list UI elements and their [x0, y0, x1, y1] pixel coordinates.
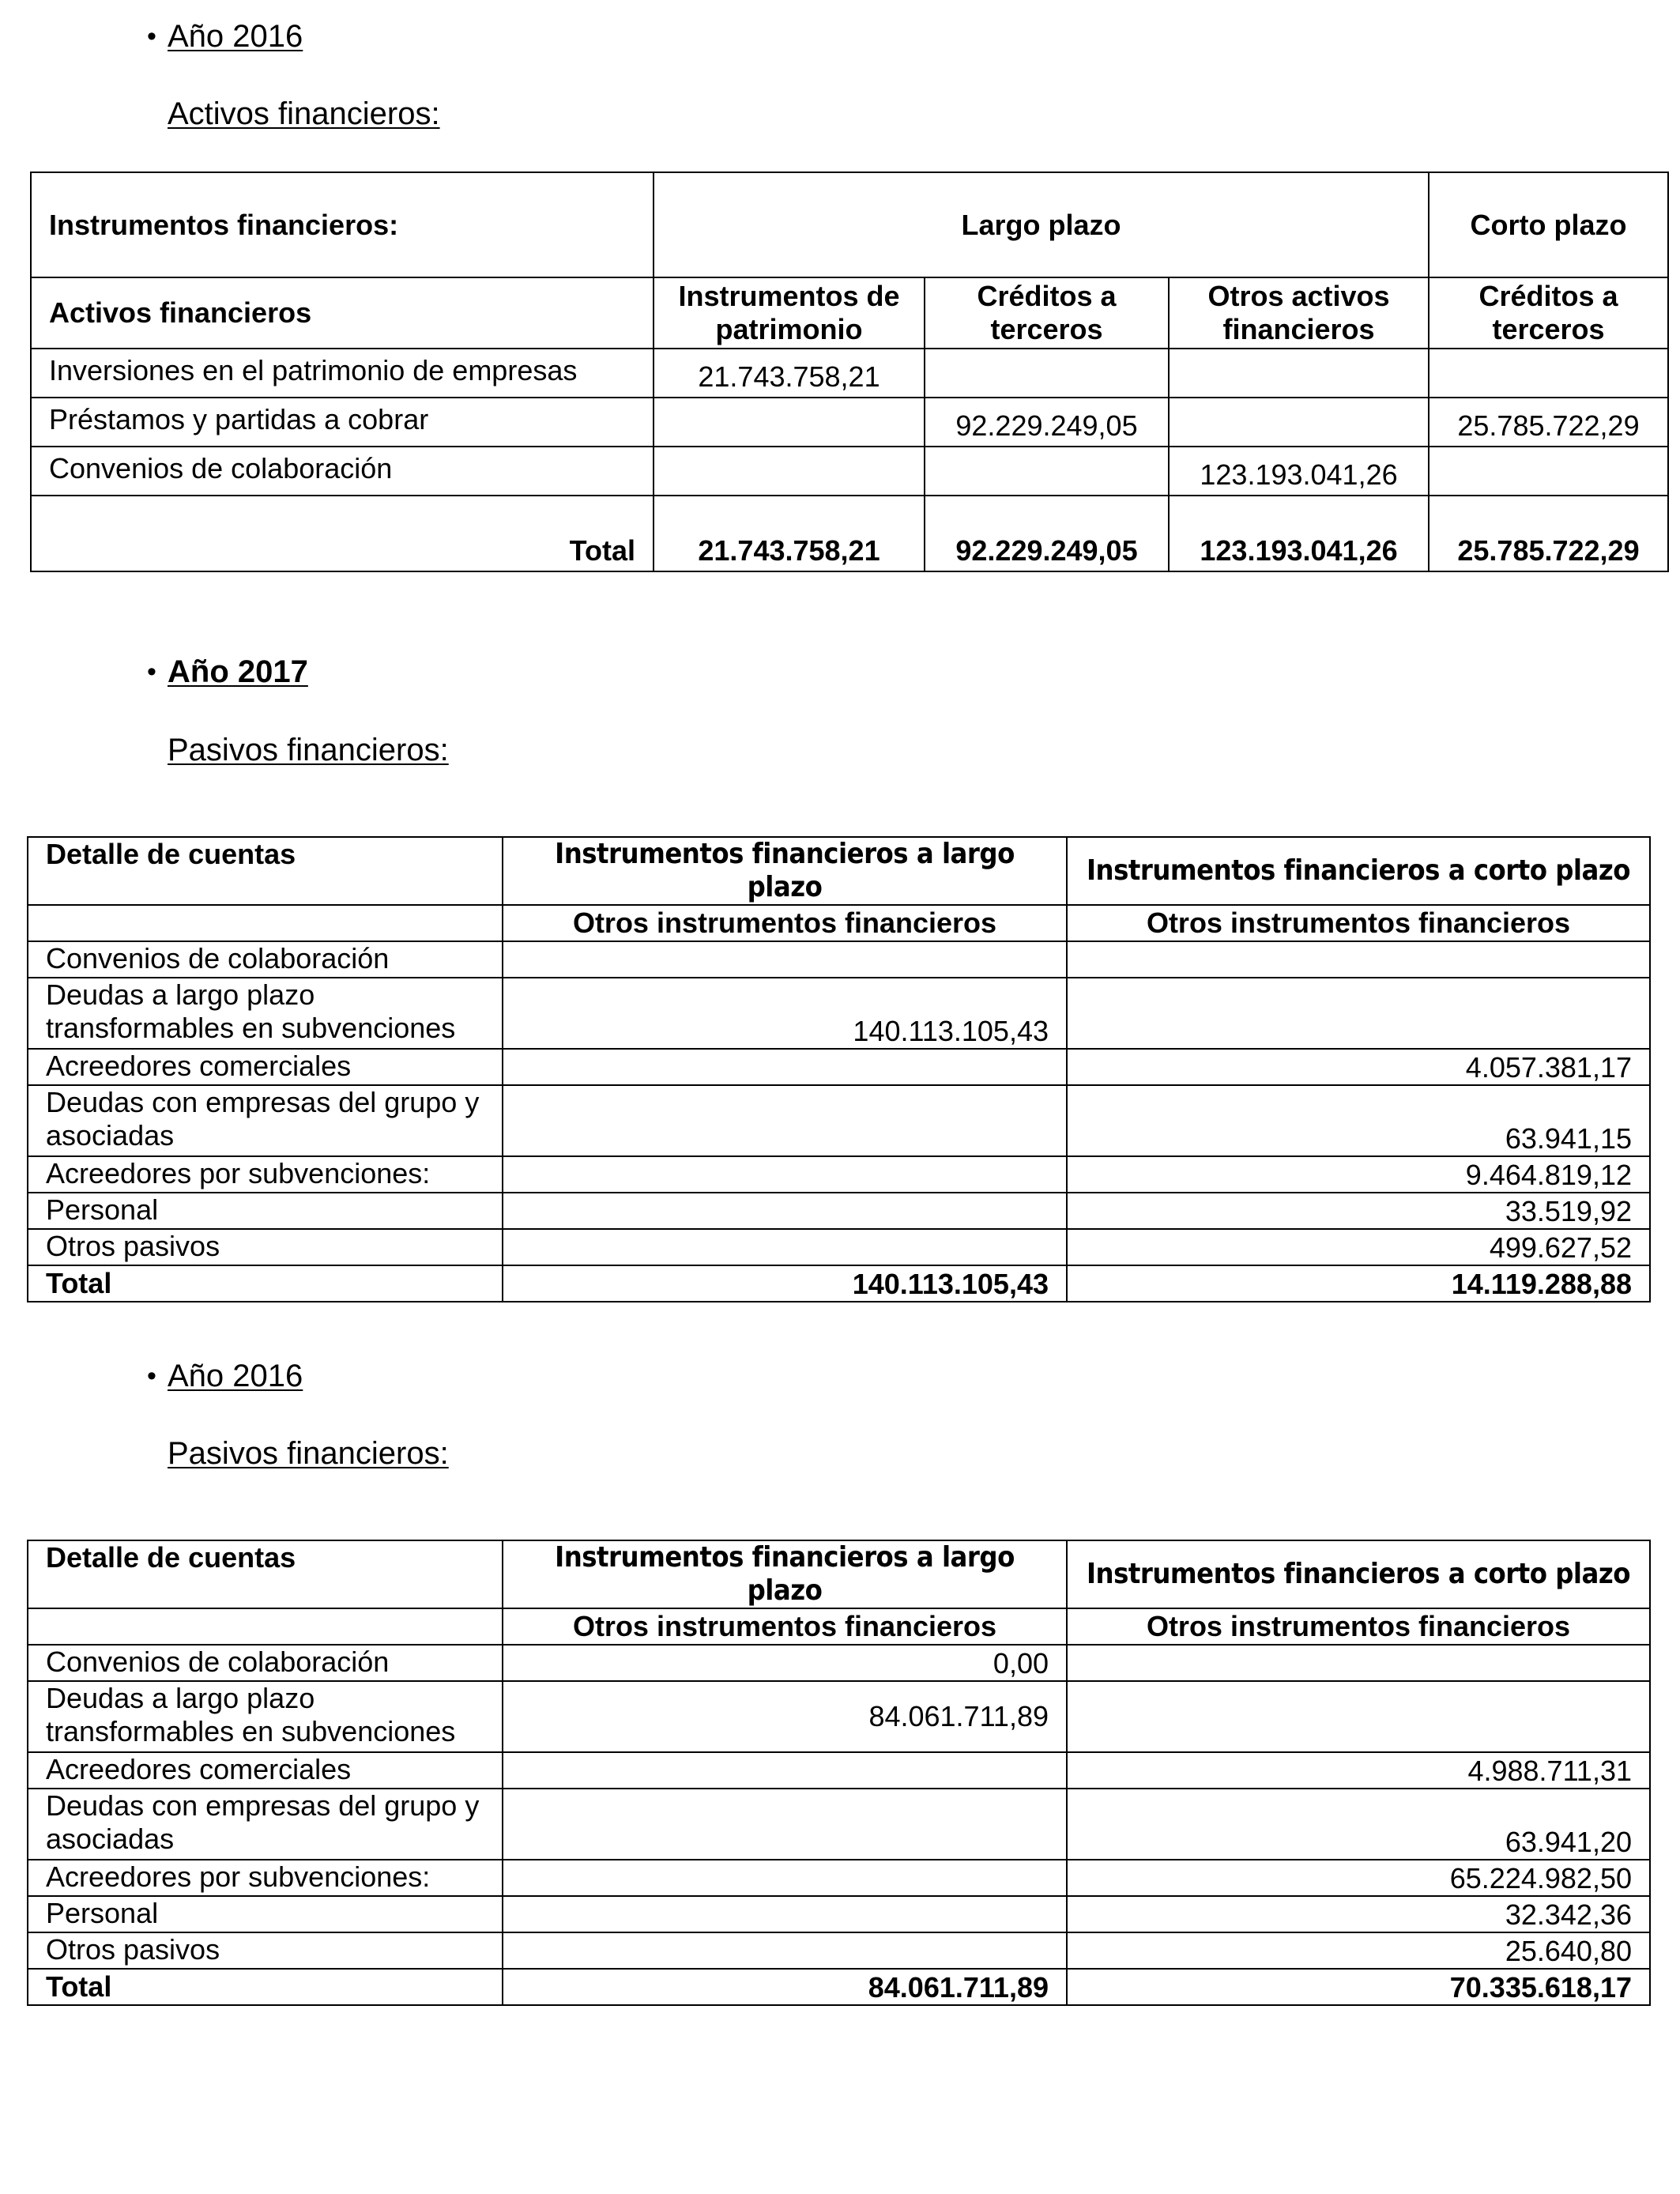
row-value-largo: 0,00: [503, 1645, 1067, 1681]
table-row: [31, 349, 1668, 398]
row-label: Personal: [28, 1896, 503, 1932]
total-label: Total: [28, 1969, 503, 2005]
row-value-largo: 84.061.711,89: [503, 1681, 1067, 1752]
table-row: [28, 1896, 1650, 1932]
row-value-corto: 9.464.819,12: [1067, 1156, 1650, 1193]
row-value-corto: 25.640,80: [1067, 1932, 1650, 1969]
row-value-largo: [503, 1932, 1067, 1969]
section3-subtitle: Pasivos financieros:: [168, 1436, 449, 1471]
header-corto-plazo: Instrumentos financieros a corto plazo: [1067, 837, 1650, 905]
row-label: Préstamos y partidas a cobrar: [31, 398, 654, 447]
row-value-largo: [503, 1896, 1067, 1932]
row-value-corto: [1067, 1645, 1650, 1681]
table-row: [28, 1860, 1650, 1896]
row-label: Acreedores por subvenciones:: [28, 1156, 503, 1193]
row-value: [654, 447, 925, 496]
bullet-icon: •: [147, 1361, 156, 1391]
row-label: Convenios de colaboración: [31, 447, 654, 496]
row-value-corto: [1067, 978, 1650, 1049]
header-corto-plazo: Instrumentos financieros a corto plazo: [1067, 1540, 1650, 1608]
section2-subtitle: Pasivos financieros:: [168, 733, 449, 767]
header-empty-cell: [28, 905, 503, 941]
section2-year-heading: [147, 653, 308, 691]
header-creditos-terceros-largo: Créditos a terceros: [925, 277, 1169, 349]
row-value: [925, 349, 1169, 398]
table-row: [28, 978, 1650, 1049]
row-value-largo: [503, 1860, 1067, 1896]
total-value-corto: 70.335.618,17: [1067, 1969, 1650, 2005]
row-value: [1429, 447, 1668, 496]
total-value: 92.229.249,05: [925, 496, 1169, 571]
total-value: 25.785.722,29: [1429, 496, 1668, 571]
section1-year: Año 2016: [168, 19, 303, 54]
row-value-corto: 32.342,36: [1067, 1896, 1650, 1932]
subheader-largo: Otros instrumentos financieros: [503, 1608, 1067, 1645]
table-row: [31, 398, 1668, 447]
total-row: [28, 1969, 1650, 2005]
row-value: 21.743.758,21: [654, 349, 925, 398]
row-value-corto: 4.988.711,31: [1067, 1752, 1650, 1789]
row-label: Deudas a largo plazo transformables en subvenciones: [28, 978, 503, 1049]
row-value-corto: [1067, 941, 1650, 978]
header-largo-plazo: Instrumentos financieros a largo plazo: [503, 837, 1067, 905]
row-value: 25.785.722,29: [1429, 398, 1668, 447]
row-value-largo: [503, 1085, 1067, 1156]
row-label: Acreedores comerciales: [28, 1049, 503, 1085]
row-value-corto: 33.519,92: [1067, 1193, 1650, 1229]
row-value: 92.229.249,05: [925, 398, 1169, 447]
row-label: Inversiones en el patrimonio de empresas: [31, 349, 654, 398]
table-row: [28, 1193, 1650, 1229]
subheader-corto: Otros instrumentos financieros: [1067, 905, 1650, 941]
header-creditos-terceros-corto: Créditos a terceros: [1429, 277, 1668, 349]
total-row: [28, 1265, 1650, 1302]
table-row: [28, 1156, 1650, 1193]
header-detalle: Detalle de cuentas: [28, 837, 503, 905]
row-label: Otros pasivos: [28, 1932, 503, 1969]
table-row: [31, 447, 1668, 496]
total-value-corto: 14.119.288,88: [1067, 1265, 1650, 1302]
section3-year-heading: [147, 1357, 303, 1395]
row-value: 123.193.041,26: [1169, 447, 1429, 496]
row-value-largo: [503, 1193, 1067, 1229]
row-value: [654, 398, 925, 447]
table-row: [28, 1932, 1650, 1969]
row-label: Otros pasivos: [28, 1229, 503, 1265]
row-value-largo: [503, 1049, 1067, 1085]
activos-2016-table: [30, 172, 1669, 572]
row-value-corto: 4.057.381,17: [1067, 1049, 1650, 1085]
row-label: Deudas con empresas del grupo y asociadas: [28, 1789, 503, 1860]
row-value-corto: [1067, 1681, 1650, 1752]
row-value-largo: [503, 941, 1067, 978]
row-label: Acreedores por subvenciones:: [28, 1860, 503, 1896]
table-row: [28, 1085, 1650, 1156]
header-instrumentos: Instrumentos financieros:: [31, 172, 654, 277]
row-value-corto: 499.627,52: [1067, 1229, 1650, 1265]
row-value: [925, 447, 1169, 496]
section1-year-heading: [147, 17, 303, 55]
header-otros-activos: Otros activos financieros: [1169, 277, 1429, 349]
row-label: Convenios de colaboración: [28, 941, 503, 978]
bullet-icon: •: [147, 21, 156, 51]
table-row: [28, 1681, 1650, 1752]
header-corto-plazo: Corto plazo: [1429, 172, 1668, 277]
row-label: Deudas con empresas del grupo y asociadas: [28, 1085, 503, 1156]
row-value-largo: [503, 1156, 1067, 1193]
header-instrumentos-patrimonio: Instrumentos de patrimonio: [654, 277, 925, 349]
header-detalle: Detalle de cuentas: [28, 1540, 503, 1608]
pasivos-2017-table: [27, 836, 1651, 1302]
section2-year: Año 2017: [168, 654, 308, 689]
row-value-largo: [503, 1752, 1067, 1789]
table-row: [28, 1645, 1650, 1681]
bullet-icon: •: [147, 657, 156, 687]
row-value: [1169, 349, 1429, 398]
row-label: Deudas a largo plazo transformables en subvenciones: [28, 1681, 503, 1752]
total-value-largo: 140.113.105,43: [503, 1265, 1067, 1302]
pasivos-2016-table: [27, 1540, 1651, 2006]
total-label: Total: [28, 1265, 503, 1302]
total-label: Total: [31, 496, 654, 571]
subheader-corto: Otros instrumentos financieros: [1067, 1608, 1650, 1645]
row-value: [1169, 398, 1429, 447]
row-label: Convenios de colaboración: [28, 1645, 503, 1681]
row-value-largo: [503, 1789, 1067, 1860]
total-row: [31, 496, 1668, 571]
total-value: 21.743.758,21: [654, 496, 925, 571]
subheader-largo: Otros instrumentos financieros: [503, 905, 1067, 941]
table-row: [28, 1752, 1650, 1789]
row-value-largo: [503, 1229, 1067, 1265]
table-row: [28, 1049, 1650, 1085]
row-value-corto: 63.941,20: [1067, 1789, 1650, 1860]
section3-year: Año 2016: [168, 1359, 303, 1393]
row-value-corto: 63.941,15: [1067, 1085, 1650, 1156]
table-row: [28, 1789, 1650, 1860]
header-empty-cell: [28, 1608, 503, 1645]
row-value-largo: 140.113.105,43: [503, 978, 1067, 1049]
row-label: Acreedores comerciales: [28, 1752, 503, 1789]
table-row: [28, 941, 1650, 978]
row-value-corto: 65.224.982,50: [1067, 1860, 1650, 1896]
total-value: 123.193.041,26: [1169, 496, 1429, 571]
header-largo-plazo: Instrumentos financieros a largo plazo: [503, 1540, 1067, 1608]
section1-subtitle: Activos financieros:: [168, 96, 440, 131]
row-label: Personal: [28, 1193, 503, 1229]
total-value-largo: 84.061.711,89: [503, 1969, 1067, 2005]
header-largo-plazo: Largo plazo: [654, 172, 1429, 277]
header-activos-financieros: Activos financieros: [31, 277, 654, 349]
table-row: [28, 1229, 1650, 1265]
row-value: [1429, 349, 1668, 398]
